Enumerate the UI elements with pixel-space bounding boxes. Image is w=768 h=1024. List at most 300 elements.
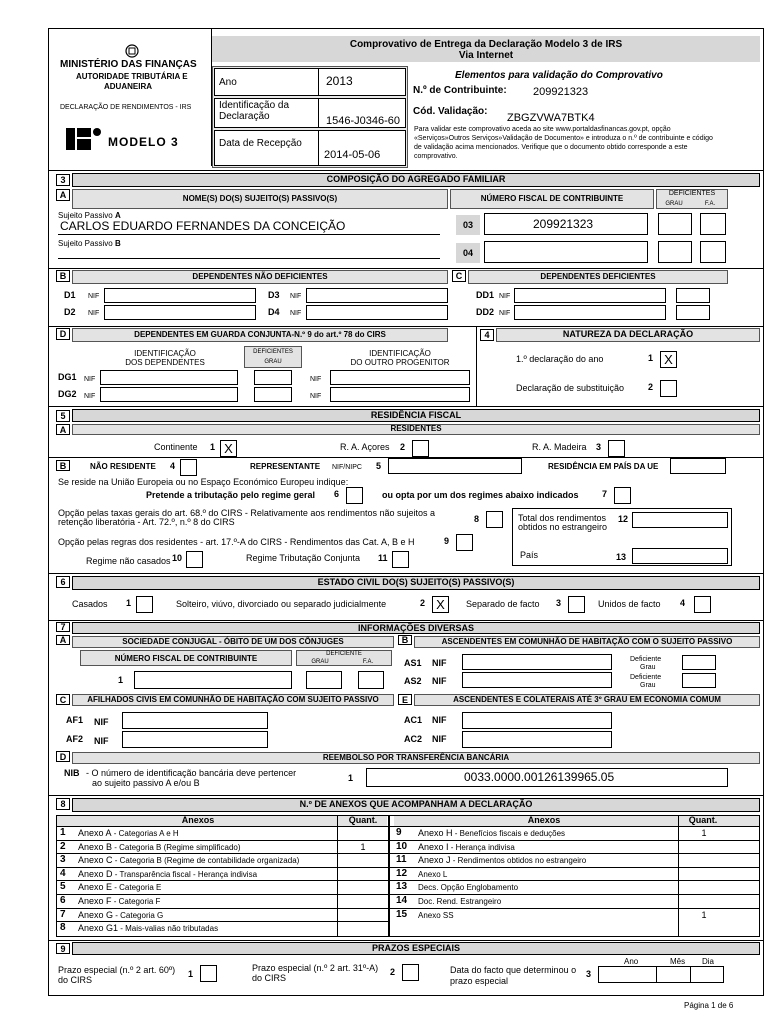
dg1-nif-label: NIF bbox=[84, 376, 96, 383]
anexo-number: 4 bbox=[60, 867, 66, 879]
anexo-description: - Categoria B (Regime simplificado) bbox=[112, 842, 241, 852]
anexo-description: - Herança indivisa bbox=[448, 842, 515, 852]
continente-label: Continente bbox=[154, 442, 198, 452]
nao-casados-checkbox[interactable] bbox=[186, 551, 203, 568]
anexo-row-line bbox=[388, 894, 760, 895]
anexo-row-line bbox=[56, 880, 388, 881]
outros-regimes-label: ou opta por um dos regimes abaixo indicados bbox=[382, 490, 579, 500]
residencia-ue-label: RESIDÊNCIA EM PAÍS DA UE bbox=[548, 462, 659, 471]
anexo-title: Anexo G bbox=[78, 909, 114, 920]
declaration-type: DECLARAÇÃO DE RENDIMENTOS - IRS bbox=[60, 104, 192, 111]
section-8-number: 8 bbox=[56, 798, 70, 810]
afilhados-title: AFILHADOS CIVIS EM COMUNHÃO DE HABITAÇÃO COM SUJEITO PASSIVO bbox=[87, 695, 379, 704]
anexo-row-line bbox=[388, 867, 760, 868]
grau-b-field[interactable] bbox=[658, 241, 692, 263]
modelo-label: MODELO 3 bbox=[108, 135, 179, 149]
section-7-title: INFORMAÇÕES DIVERSAS bbox=[357, 623, 474, 633]
acores-number: 2 bbox=[400, 442, 406, 452]
prazo-2-number: 2 bbox=[390, 967, 396, 977]
anexo-quantity[interactable]: 1 bbox=[701, 828, 707, 838]
d1-nif-label: NIF bbox=[88, 293, 100, 300]
dg2-label: DG2 bbox=[58, 389, 77, 399]
as2-field[interactable] bbox=[462, 672, 612, 688]
header-title-2: Via Internet bbox=[458, 50, 514, 61]
grau-header-7: GRAU bbox=[311, 659, 329, 665]
continente-number: 1 bbox=[210, 442, 216, 452]
validation-code-value: ZBGZVWA7BTK4 bbox=[507, 112, 595, 124]
dg1-field[interactable] bbox=[100, 370, 238, 385]
nif-header: NÚMERO FISCAL DE CONTRIBUINTE bbox=[480, 194, 624, 203]
natureza-2-number: 2 bbox=[648, 382, 654, 392]
outros-regimes-checkbox[interactable] bbox=[614, 487, 631, 504]
header-title-1: Comprovativo de Entrega da Declaração Modelo 3 de IRS bbox=[349, 39, 623, 50]
casados-label: Casados bbox=[72, 599, 108, 609]
total-rendimentos-label-2: obtidos no estrangeiro bbox=[518, 522, 608, 532]
prazo-3-number: 3 bbox=[586, 969, 592, 979]
af2-field[interactable] bbox=[122, 731, 268, 748]
anexo-description: - Categoria B (Regime de contabilidade organizada) bbox=[112, 856, 300, 866]
acores-label: R. A. Açores bbox=[340, 442, 390, 452]
coat-of-arms-icon bbox=[124, 44, 140, 58]
declaration-id-label-1: Identificação da bbox=[219, 100, 290, 111]
nao-residente-number: 4 bbox=[170, 461, 176, 471]
id-dependentes-1: IDENTIFICAÇÃO bbox=[134, 349, 196, 358]
representante-label: REPRESENTANTE bbox=[250, 462, 321, 471]
af1-label: AF1 bbox=[66, 715, 84, 725]
anexo-title: Anexo SS bbox=[418, 910, 454, 920]
anexo-name bbox=[78, 897, 160, 906]
sociedade-conjugal-title: SOCIEDADE CONJUGAL - ÓBITO DE UM DOS CÔNJUGES bbox=[122, 637, 344, 646]
dependentes-header: DEPENDENTES NÃO DEFICIENTES bbox=[192, 272, 328, 281]
section-7d-letter: D bbox=[56, 751, 70, 762]
anexo-description: - Categorias A e H bbox=[111, 829, 179, 838]
id-progenitor-1: IDENTIFICAÇÃO bbox=[369, 349, 431, 358]
anexo-title: Anexo I bbox=[418, 841, 449, 852]
dg2-grau-field[interactable] bbox=[254, 387, 292, 402]
anexo-description: - Categoria G bbox=[113, 910, 164, 920]
anexo-title: Anexo E bbox=[78, 882, 113, 893]
as2-nif-label: NIF bbox=[432, 676, 447, 686]
section-9-number: 9 bbox=[56, 943, 70, 954]
opcao-17-checkbox[interactable] bbox=[456, 534, 473, 551]
natureza-1-number: 1 bbox=[648, 353, 654, 363]
nib-text-1: - O número de identificação bancária deve pertencer bbox=[86, 768, 297, 778]
contributor-number-label: N.º de Contribuinte: bbox=[413, 85, 507, 96]
casados-number: 1 bbox=[126, 598, 132, 608]
dg1-progenitor-field[interactable] bbox=[330, 370, 470, 385]
sujeito-b-label: Sujeito Passivo B bbox=[58, 239, 121, 248]
as1-grau-field[interactable] bbox=[682, 655, 716, 670]
anexo-name bbox=[78, 843, 241, 852]
unidos-number: 4 bbox=[680, 598, 686, 608]
section-4-number: 4 bbox=[480, 329, 494, 341]
separado-number: 3 bbox=[556, 598, 562, 608]
as2-grau-field[interactable] bbox=[682, 673, 716, 688]
dg2-progenitor-field[interactable] bbox=[330, 387, 470, 402]
opcao-17-number: 9 bbox=[444, 536, 450, 546]
d4-field[interactable] bbox=[306, 305, 448, 320]
ascendentes-title: ASCENDENTES EM COMUNHÃO DE HABITAÇÃO COM O SUJEITO PASSIVO bbox=[441, 637, 733, 646]
anexos-left-header: Anexos bbox=[181, 815, 215, 825]
as1-grau-label: Grau bbox=[640, 664, 656, 671]
dd1-grau-field[interactable] bbox=[676, 288, 710, 303]
anexo-title: Anexo A bbox=[78, 828, 112, 838]
anexo-row-line bbox=[388, 908, 760, 909]
anexo-description: - Transparência fiscal - Herança indivisa bbox=[112, 869, 258, 879]
nao-residente-checkbox[interactable] bbox=[180, 459, 197, 476]
reembolso-title: REEMBOLSO POR TRANSFERÊNCIA BANCÁRIA bbox=[322, 753, 510, 762]
colaterais-title: ASCENDENTES E COLATERAIS ATÉ 3º GRAU EM ECONOMIA COMUM bbox=[453, 695, 721, 704]
declaration-id-label-2: Declaração bbox=[219, 111, 270, 122]
nib-text-2: ao sujeito passivo A e/ou B bbox=[92, 778, 200, 788]
validation-text-2: «Serviços»Outros Serviços»Validação de Documento» e introduza o n.º de contribuinte e código bbox=[414, 135, 713, 142]
id-progenitor-2: DO OUTRO PROGENITOR bbox=[350, 358, 450, 367]
prazo-2-label-1: Prazo especial (n.º 2 art. 31º-A) bbox=[252, 963, 379, 973]
as2-grau-label: Grau bbox=[640, 682, 656, 689]
ac1-label: AC1 bbox=[404, 715, 423, 725]
dg2-nif-label: NIF bbox=[84, 393, 96, 400]
anexo-number: 15 bbox=[396, 908, 408, 920]
separado-label: Separado de facto bbox=[466, 599, 540, 609]
as1-label: AS1 bbox=[404, 658, 422, 668]
anexo-name bbox=[418, 870, 447, 879]
primeira-declaracao-checkbox[interactable]: X bbox=[660, 351, 677, 368]
section-5-title: RESIDÊNCIA FISCAL bbox=[370, 410, 462, 420]
nib-number: 1 bbox=[348, 773, 354, 783]
as2-label: AS2 bbox=[404, 676, 422, 686]
anexo-name bbox=[78, 924, 218, 933]
validation-title: Elementos para validação do Comprovativo bbox=[455, 70, 663, 81]
section-4-title: NATUREZA DA DECLARAÇÃO bbox=[562, 329, 694, 339]
anexo-name bbox=[78, 870, 257, 879]
as1-deficiente-label: Deficiente bbox=[630, 656, 662, 663]
anexo-name bbox=[418, 911, 454, 920]
dd2-label: DD2 bbox=[476, 307, 495, 317]
d2-nif-label: NIF bbox=[88, 310, 100, 317]
anexo-title: Anexo C bbox=[78, 855, 113, 866]
prazo-1-label-2: do CIRS bbox=[58, 975, 93, 985]
anexos-right-header: Anexos bbox=[527, 815, 561, 825]
section-7e-letter: E bbox=[398, 694, 412, 705]
ue-info-text: Se reside na União Europeia ou no Espaço Económico Europeu indique: bbox=[58, 477, 349, 487]
d1-field[interactable] bbox=[104, 288, 256, 303]
contributor-number-value: 209921323 bbox=[533, 86, 589, 98]
prazo-2-label-2: do CIRS bbox=[252, 973, 287, 983]
anexo-row-line bbox=[56, 908, 388, 909]
unidos-label: Unidos de facto bbox=[598, 599, 661, 609]
conjunta-number: 11 bbox=[378, 553, 388, 563]
opcao-68-number: 8 bbox=[474, 514, 480, 524]
authority-line-2: ADUANEIRA bbox=[104, 82, 152, 91]
madeira-label: R. A. Madeira bbox=[532, 442, 587, 452]
dg1-label: DG1 bbox=[58, 372, 77, 382]
anexo-row-line bbox=[388, 840, 760, 841]
anexo-row-line bbox=[388, 880, 760, 881]
section-3c-letter: C bbox=[452, 270, 466, 282]
declaration-id-value: 1546-J0346-60 bbox=[326, 115, 401, 127]
id-dependentes-2: DOS DEPENDENTES bbox=[125, 358, 205, 367]
authority-line-1: AUTORIDADE TRIBUTÁRIA E bbox=[76, 72, 188, 81]
section-3d-letter: D bbox=[56, 328, 70, 340]
anexo-number: 6 bbox=[60, 895, 66, 906]
modelo-logo-icon bbox=[66, 126, 102, 152]
residencia-ue-field[interactable] bbox=[670, 458, 726, 474]
anexo-number: 2 bbox=[60, 840, 66, 852]
dg-deficientes-label: DEFICIENTES bbox=[253, 349, 293, 355]
residentes-label: RESIDENTES bbox=[390, 424, 442, 433]
af1-nif-label: NIF bbox=[94, 717, 109, 727]
pais-label: País bbox=[520, 550, 539, 560]
section-3-number: 3 bbox=[56, 174, 70, 186]
solteiro-checkbox[interactable]: X bbox=[432, 596, 449, 613]
representante-field[interactable] bbox=[388, 458, 522, 474]
opcao-68-text-1: Opção pelas taxas gerais do art. 68.º do CIRS - Relativamente aos rendimentos não sujeitos a bbox=[58, 508, 435, 518]
dd2-field[interactable] bbox=[514, 305, 666, 320]
section-3a-letter: A bbox=[56, 189, 70, 201]
validation-text-3: de validação acima mencionados. Verifique que o documento obtido corresponde a este bbox=[414, 144, 688, 151]
sujeito-a-name: CARLOS EDUARDO FERNANDES DA CONCEIÇÃO bbox=[60, 219, 346, 233]
regime-geral-checkbox[interactable] bbox=[346, 487, 363, 504]
anexo-row-line bbox=[56, 826, 388, 827]
sujeito-a-label: Sujeito Passivo A bbox=[58, 211, 121, 220]
conjunta-label: Regime Tributação Conjunta bbox=[246, 553, 361, 563]
section-7b-letter: B bbox=[398, 635, 412, 645]
ac1-field[interactable] bbox=[462, 712, 612, 729]
d2-field[interactable] bbox=[104, 305, 256, 320]
anexo-description: - Benefícios fiscais e deduções bbox=[452, 829, 566, 838]
section-7-number: 7 bbox=[56, 622, 70, 632]
quant-right-header: Quant. bbox=[688, 815, 718, 825]
anexo-number: 8 bbox=[60, 922, 66, 934]
opcao-68-checkbox[interactable] bbox=[486, 511, 503, 528]
madeira-checkbox[interactable] bbox=[608, 440, 625, 457]
regime-geral-number: 6 bbox=[334, 489, 340, 499]
nfc-header: NÚMERO FISCAL DE CONTRIBUINTE bbox=[114, 654, 258, 663]
d1-label: D1 bbox=[64, 290, 76, 300]
section-3-title: COMPOSIÇÃO DO AGREGADO FAMILIAR bbox=[326, 174, 506, 184]
ac2-label: AC2 bbox=[404, 734, 423, 744]
anexo-number: 13 bbox=[396, 881, 408, 893]
dg1-grau-field[interactable] bbox=[254, 370, 292, 385]
anexo-quantity[interactable]: 1 bbox=[701, 909, 707, 920]
anexo-title: Anexo H bbox=[418, 828, 453, 838]
fa-b-field[interactable] bbox=[700, 241, 726, 263]
anexo-title: Anexo D bbox=[78, 868, 113, 879]
representante-number: 5 bbox=[376, 461, 382, 471]
guarda-conjunta-header: DEPENDENTES EM GUARDA CONJUNTA-N.º 9 do art.º 78 do CIRS bbox=[134, 330, 386, 339]
madeira-number: 3 bbox=[596, 442, 602, 452]
dg2-field[interactable] bbox=[100, 387, 238, 402]
obito-fa-field[interactable] bbox=[358, 671, 384, 689]
anexo-number: 1 bbox=[60, 827, 66, 838]
anexo-title: Decs. Opção Englobamento bbox=[418, 883, 519, 893]
validation-code-label: Cód. Validação: bbox=[413, 106, 488, 117]
page-number: Página 1 de 6 bbox=[684, 1001, 734, 1010]
total-rendimentos-label-1: Total dos rendimentos bbox=[518, 513, 607, 523]
anexo-number: 14 bbox=[396, 895, 408, 906]
casados-checkbox[interactable] bbox=[136, 596, 153, 613]
deficiente-header: DEFICIENTE bbox=[326, 651, 362, 657]
deficientes-header: DEFICIENTES bbox=[668, 190, 716, 197]
dd2-nif-label: NIF bbox=[499, 310, 511, 317]
ac1-nif-label: NIF bbox=[432, 715, 447, 725]
dd1-label: DD1 bbox=[476, 290, 495, 300]
nao-residente-label: NÃO RESIDENTE bbox=[90, 462, 156, 471]
nib-label: NIB bbox=[64, 768, 80, 778]
anexo-name bbox=[78, 883, 161, 892]
total-rendimentos-field[interactable] bbox=[632, 512, 728, 528]
prazo-3-label-1: Data do facto que determinou o bbox=[450, 965, 577, 975]
section-5-number: 5 bbox=[56, 410, 70, 422]
dia-header: Dia bbox=[702, 957, 715, 966]
ano-box bbox=[214, 68, 406, 96]
af2-label: AF2 bbox=[66, 734, 84, 744]
quant-left-header: Quant. bbox=[348, 815, 378, 825]
anexo-title: Doc. Rend. Estrangeiro bbox=[418, 897, 502, 906]
grau-a-field[interactable] bbox=[658, 213, 692, 235]
ano-value: 2013 bbox=[326, 74, 353, 88]
fa-header-7: F.A. bbox=[362, 659, 374, 665]
nao-casados-label: Regime não casados bbox=[86, 556, 171, 566]
section-8-title: N.º DE ANEXOS QUE ACOMPANHAM A DECLARAÇÃO bbox=[299, 799, 533, 809]
fa-a-field[interactable] bbox=[700, 213, 726, 235]
reception-date-label: Data de Recepção bbox=[219, 138, 302, 149]
anexo-row-line bbox=[56, 867, 388, 868]
nif-a-value: 209921323 bbox=[533, 217, 594, 231]
anexo-description: - Rendimentos obtidos no estrangeiro bbox=[450, 856, 587, 866]
nib-value: 0033.0000.00126139965.05 bbox=[464, 770, 615, 784]
af2-nif-label: NIF bbox=[94, 736, 109, 746]
section-5a-letter: A bbox=[56, 424, 70, 435]
d4-nif-label: NIF bbox=[290, 310, 302, 317]
opcao-68-text-2: retenção liberatória - Art. 72.º, n.º 8 do CIRS bbox=[58, 517, 235, 527]
anexo-name bbox=[418, 883, 518, 892]
section-7c-letter: C bbox=[56, 694, 70, 705]
as1-nif-label: NIF bbox=[432, 658, 447, 668]
section-5b-letter: B bbox=[56, 460, 70, 471]
solteiro-number: 2 bbox=[420, 598, 426, 608]
section-6-title: ESTADO CIVIL DO(S) SUJEITO(S) PASSIVO(S) bbox=[317, 577, 515, 587]
total-rendimentos-number: 12 bbox=[618, 514, 629, 524]
solteiro-label: Solteiro, viúvo, divorciado ou separado judicialmente bbox=[176, 599, 387, 609]
opcao-17-text: Opção pelas regras dos residentes - art. 17.º-A do CIRS - Rendimentos das Cat. A, B e H bbox=[58, 537, 415, 547]
anexo-name bbox=[78, 856, 299, 865]
anexo-number: 9 bbox=[396, 827, 402, 838]
field-03-label: 03 bbox=[456, 215, 480, 235]
substituicao-checkbox[interactable] bbox=[660, 380, 677, 397]
d3-nif-label: NIF bbox=[290, 293, 302, 300]
d3-field[interactable] bbox=[306, 288, 448, 303]
anexo-name bbox=[418, 856, 586, 865]
anexo-name bbox=[418, 843, 515, 852]
ministry-name: MINISTÉRIO DAS FINANÇAS bbox=[60, 59, 197, 70]
anexo-number: 5 bbox=[60, 881, 66, 893]
prazo-2-checkbox[interactable] bbox=[402, 964, 419, 981]
section-9-title: PRAZOS ESPECIAIS bbox=[371, 943, 461, 953]
primeira-declaracao-label: 1.º declaração do ano bbox=[516, 354, 604, 364]
pais-field[interactable] bbox=[632, 548, 728, 564]
obito-nif-field[interactable] bbox=[134, 671, 292, 689]
anexo-name bbox=[418, 829, 565, 838]
d3-label: D3 bbox=[268, 290, 280, 300]
nao-casados-number: 10 bbox=[172, 553, 183, 563]
field-04-label: 04 bbox=[456, 243, 480, 263]
nifnipc-label: NIF/NIPC bbox=[332, 464, 362, 471]
anexo-row-line bbox=[388, 826, 760, 827]
dg2-prog-nif-label: NIF bbox=[310, 393, 322, 400]
pais-number: 13 bbox=[616, 552, 627, 562]
anexo-name bbox=[78, 829, 179, 838]
anexo-description: - Categoria E bbox=[112, 883, 162, 893]
conjunta-checkbox[interactable] bbox=[392, 551, 409, 568]
reception-date-value: 2014-05-06 bbox=[324, 149, 381, 161]
anexo-description: - Categoria F bbox=[111, 897, 161, 906]
continente-checkbox[interactable]: X bbox=[220, 440, 237, 457]
unidos-checkbox[interactable] bbox=[694, 596, 711, 613]
validation-text-4: comprovativo. bbox=[414, 153, 458, 160]
nif-b-field[interactable] bbox=[484, 241, 648, 263]
anexo-title: Anexo L bbox=[418, 869, 448, 879]
af1-field[interactable] bbox=[122, 712, 268, 729]
prazo-1-checkbox[interactable] bbox=[200, 965, 217, 982]
dg-grau-label: GRAU bbox=[264, 359, 282, 365]
section-7a-letter: A bbox=[56, 635, 70, 645]
obito-number: 1 bbox=[118, 675, 124, 685]
obito-grau-field[interactable] bbox=[306, 671, 342, 689]
regime-geral-label: Pretende a tributação pelo regime geral bbox=[146, 490, 316, 500]
prazo-date-field[interactable] bbox=[598, 966, 724, 983]
dd2-grau-field[interactable] bbox=[676, 305, 710, 320]
anexo-name bbox=[78, 911, 163, 920]
anexo-number: 12 bbox=[396, 867, 408, 879]
prazo-1-number: 1 bbox=[188, 969, 194, 979]
ac2-nif-label: NIF bbox=[432, 734, 447, 744]
ano-label: Ano bbox=[219, 77, 237, 88]
fa-header: F.A. bbox=[704, 201, 716, 207]
as1-field[interactable] bbox=[462, 654, 612, 670]
outros-regimes-number: 7 bbox=[602, 489, 608, 499]
anexo-description: - Mais-valias não tributadas bbox=[118, 924, 219, 934]
d4-label: D4 bbox=[268, 307, 280, 317]
anexo-title: Anexo J bbox=[418, 855, 451, 866]
anexo-number: 3 bbox=[60, 854, 66, 866]
separado-checkbox[interactable] bbox=[568, 596, 585, 613]
anexo-row-line bbox=[56, 894, 388, 895]
ac2-field[interactable] bbox=[462, 731, 612, 748]
anexo-quantity[interactable]: 1 bbox=[360, 841, 366, 852]
substituicao-label: Declaração de substituição bbox=[516, 383, 625, 393]
acores-checkbox[interactable] bbox=[412, 440, 429, 457]
ano-header: Ano bbox=[624, 957, 639, 966]
anexo-row-line bbox=[388, 853, 760, 854]
d2-label: D2 bbox=[64, 307, 76, 317]
anexo-number: 7 bbox=[60, 908, 66, 920]
mes-header: Mês bbox=[670, 957, 686, 966]
anexo-number: 10 bbox=[396, 840, 408, 852]
dependentes-deficientes-header: DEPENDENTES DEFICIENTES bbox=[540, 272, 656, 281]
anexo-number: 11 bbox=[396, 854, 407, 866]
prazo-1-label-1: Prazo especial (n.º 2 art. 60º) bbox=[58, 965, 176, 975]
anexo-title: Anexo F bbox=[78, 896, 112, 906]
dd1-nif-label: NIF bbox=[499, 293, 511, 300]
anexo-title: Anexo B bbox=[78, 841, 113, 852]
names-header: NOME(S) DO(S) SUJEITO(S) PASSIVO(S) bbox=[182, 194, 338, 203]
dd1-field[interactable] bbox=[514, 288, 666, 303]
as2-deficiente-label: Deficiente bbox=[630, 674, 662, 681]
anexo-row-line bbox=[56, 853, 388, 854]
validation-text-1: Para validar este comprovativo aceda ao site www.portaldasfinancas.gov.pt, opção bbox=[414, 126, 671, 133]
anexo-row-line bbox=[56, 921, 388, 922]
